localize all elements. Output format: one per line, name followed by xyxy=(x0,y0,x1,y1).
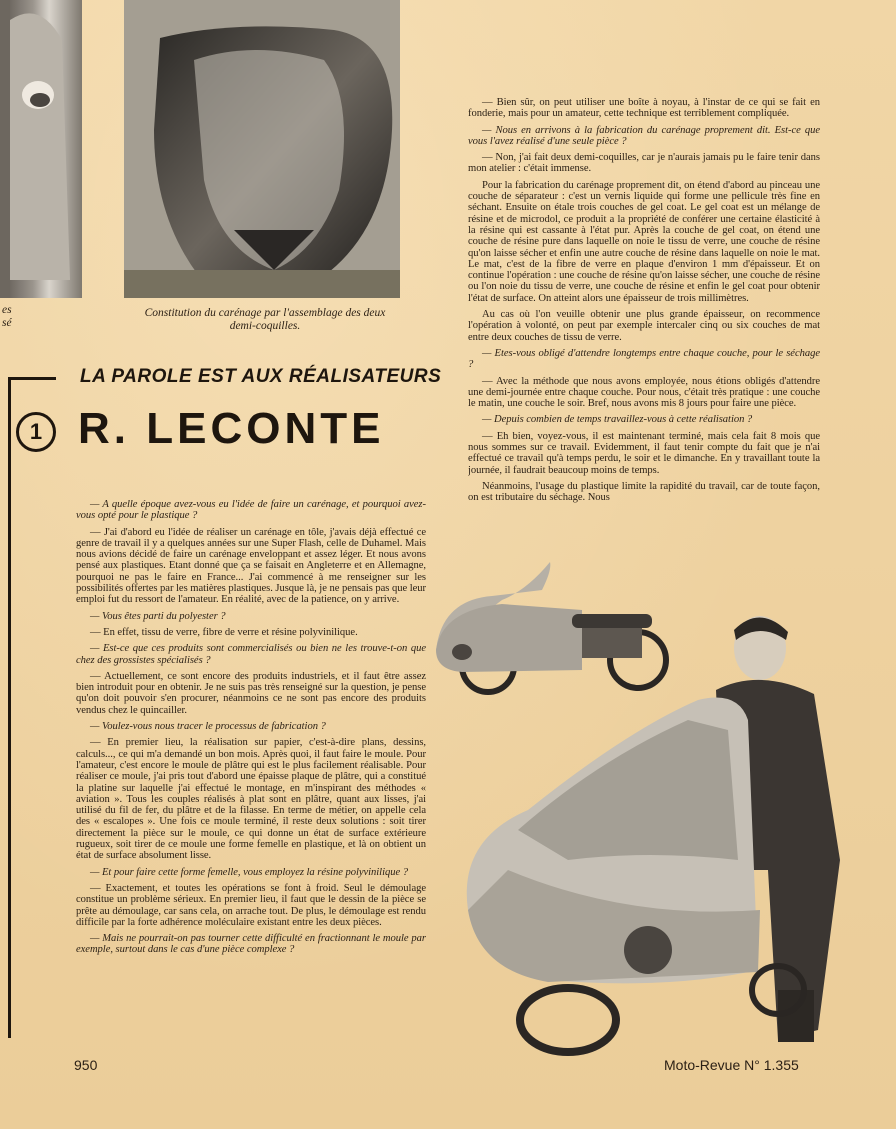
left-column-paragraph: — Exactement, et toutes les opérations se font à froid. Seul le démoulage constitue un problème sérieux. En premier lieu, il faut que le dessin de la pièce se prête au démoulage, car sans cela, on arrache tout. De plus, le démoulage est rendu difficile par la forte adhérence moléculaire existant entre les deux pièces. xyxy=(76,882,426,928)
magazine-issue: Moto-Revue N° 1.355 xyxy=(664,1057,799,1073)
right-column-paragraph: Au cas où l'on veuille obtenir une plus grande épaisseur, on recommence l'opération à volonté, on peut par exemple intercaler cinq ou six couches de mat entre deux couches de tissu de verre. xyxy=(468,309,820,343)
right-column-paragraph: — Nous en arrivons à la fabrication du carénage proprement dit. Est-ce que vous l'avez réalisé d'une seule pièce ? xyxy=(468,124,820,147)
left-column-paragraph: — En premier lieu, la réalisation sur papier, c'est-à-dire plans, dessins, calculs..., ce qui m'a demandé un bon mois. Après quoi, il faut faire le moule. Pour l'amateur, c'est encore le moule de plâtre qui est le plus facilement réalisable. Pour réaliser ce moule, j'ai pris tout d'abord une épaisse plaque de plâtre, qui a constitué la platine sur laquelle j'ai effectué le montage, en m'inspirant des méthodes « aviation ». Tous les couples réalisés à plat sont en plâtre, quant aux lisses, j'ai utilisé du fil de fer, du plâtre et de la filasse. En terme de métier, on appelle cela des « escalopes ». Une fois ce moule terminé, il reste deux solutions : soit tirer directement la pièce sur le moule, ce qui donne un état de surface extérieure rugueux, soit tirer de ce moule une forme femelle en plastique, et là on obtient un état de surface absolument lisse. xyxy=(76,737,426,862)
photo-caption: Constitution du carénage par l'assemblage des deux demi-coquilles. xyxy=(144,307,386,332)
photo-fragment-left xyxy=(0,0,82,298)
left-column xyxy=(76,499,426,1044)
left-column-paragraph: — Vous êtes parti du polyester ? xyxy=(90,610,226,622)
right-column-paragraph: — Etes-vous obligé d'attendre longtemps entre chaque couche, pour le séchage ? xyxy=(468,347,820,371)
photo-half-shells xyxy=(124,0,400,298)
left-column-paragraph: — Voulez-vous nous tracer le processus de fabrication ? xyxy=(90,721,326,733)
left-column-paragraph: — Et pour faire cette forme femelle, vous employez la résine polyvinilique ? xyxy=(90,866,408,878)
half-shells-image xyxy=(124,0,400,298)
left-column-paragraph: — Est-ce que ces produits sont commercialisés ou bien ne les trouve-t-on que chez des grossistes spécialisés ? xyxy=(76,643,426,666)
headline: R. LECONTE xyxy=(78,404,385,453)
kicker: LA PAROLE EST AUX RÉALISATEURS xyxy=(80,366,442,387)
right-column xyxy=(468,97,820,557)
right-column-paragraph: — Eh bien, voyez-vous, il est maintenant terminé, mais cela fait 8 mois que nous sommes sur ce travail. Evidemment, il faut tenir compte du fait que je n'ai effectué ce travail qu'à temps perdu, le soir et le dimanche. En y travaillant toute la journée, il faudrait beaucoup moins de temps. xyxy=(468,430,820,476)
right-column-paragraph: — Depuis combien de temps travaillez-vous à cette réalisation ? xyxy=(482,414,753,426)
page-number: 950 xyxy=(74,1057,98,1073)
right-column-paragraph: — Avec la méthode que nous avons employée, nous étions obligés d'attendre une demi-journée entre chaque couche. Pour nous, c'était très pratique : une couche le matin, une couche le soir. Bref, nous avons mis 8 jours pour faire une pièce. xyxy=(468,375,820,410)
fragment-caption: es sé xyxy=(2,304,12,329)
photo-rider-fairing xyxy=(448,610,868,1060)
right-column-paragraph: Pour la fabrication du carénage proprement dit, on étend d'abord au pinceau une couche de séparateur : c'est un vernis liquide qui forme une pellicule très fine en séchant. Ensuite on étale trois couches de gel coat. Le gel coat est un mélange de résine et de microdol, ce produit a la propriété de conférer une certaine élasticité à la résine qui est cassante à l'état pur. Après la couche de gel coat, on étend une couche de résine pure dans laquelle on noie le tissu de verre, une couche de résine qu'on laisse sécher et enfin une autre couche de résine dans laquelle on noie le mat. Le mat, c'est de la fibre de verre en plaque d'environ 1 mm d'épaisseur. Et on continue l'opération : une couche de résine qu'on laisse sécher, une couche de résine ou l'on noie du tissu de verre, une couche de résine et enfin le gel coat pour obtenir l'état de surface. On atteint alors une épaisseur de trois millimètres. xyxy=(468,179,820,304)
rider-fairing-image xyxy=(448,610,868,1060)
left-column-paragraph: — J'ai d'abord eu l'idée de réaliser un carénage en tôle, j'avais déjà effectué ce genre de travail il y a quelques années sur une Super Flash, celle de Duhamel. Mais nous avions décidé de faire un carénage enveloppant et assez léger. Et nous avons pensé aux plastiques. Etant donné que ça se faisait en Angleterre et en Allemagne, pourquoi ne pas le faire en France... J'ai commencé à me renseigner sur les possibilités offertes par les matières plastiques. Jusque là, je ne pensais pas que leur emploi fut du ressort de l'amateur. En réalité, avec de la patience, on y arrive. xyxy=(76,526,426,606)
left-column-paragraph: — Mais ne pourrait-on pas tourner cette difficulté en fractionnant le moule par exemple, surtout dans le cas d'une pièce complexe ? xyxy=(76,933,426,956)
right-column-paragraph: — Non, j'ai fait deux demi-coquilles, car je n'aurais jamais pu le faire tenir dans mon atelier : c'était immense. xyxy=(468,152,820,175)
right-column-paragraph: — Bien sûr, on peut utiliser une boîte à noyau, à l'instar de ce qui se fait en fonderie, mais pour un amateur, cette technique est terriblement compliquée. xyxy=(468,97,820,120)
title-rule xyxy=(8,377,56,380)
fairing-nose-image xyxy=(0,0,82,298)
right-column-paragraph: Néanmoins, l'usage du plastique limite la rapidité du travail, car de toute façon, on est tributaire du séchage. Nous xyxy=(468,480,820,504)
title-rule-vertical xyxy=(8,378,11,1038)
series-number: 1 xyxy=(16,412,56,452)
left-column-paragraph: — En effet, tissu de verre, fibre de verre et résine polyvinilique. xyxy=(90,626,358,638)
left-column-paragraph: — Actuellement, ce sont encore des produits industriels, et il faut être assez bien introduit pour en obtenir. Je ne suis pas très renseigné sur la question, je pense qu'on doit pouvoir s'en procurer, néanmoins ce ne sont pas encore des produits vendus chez le quincailler. xyxy=(76,670,426,716)
left-column-paragraph: — A quelle époque avez-vous eu l'idée de faire un carénage, et pourquoi avez-vous opté pour le plastique ? xyxy=(76,499,426,522)
